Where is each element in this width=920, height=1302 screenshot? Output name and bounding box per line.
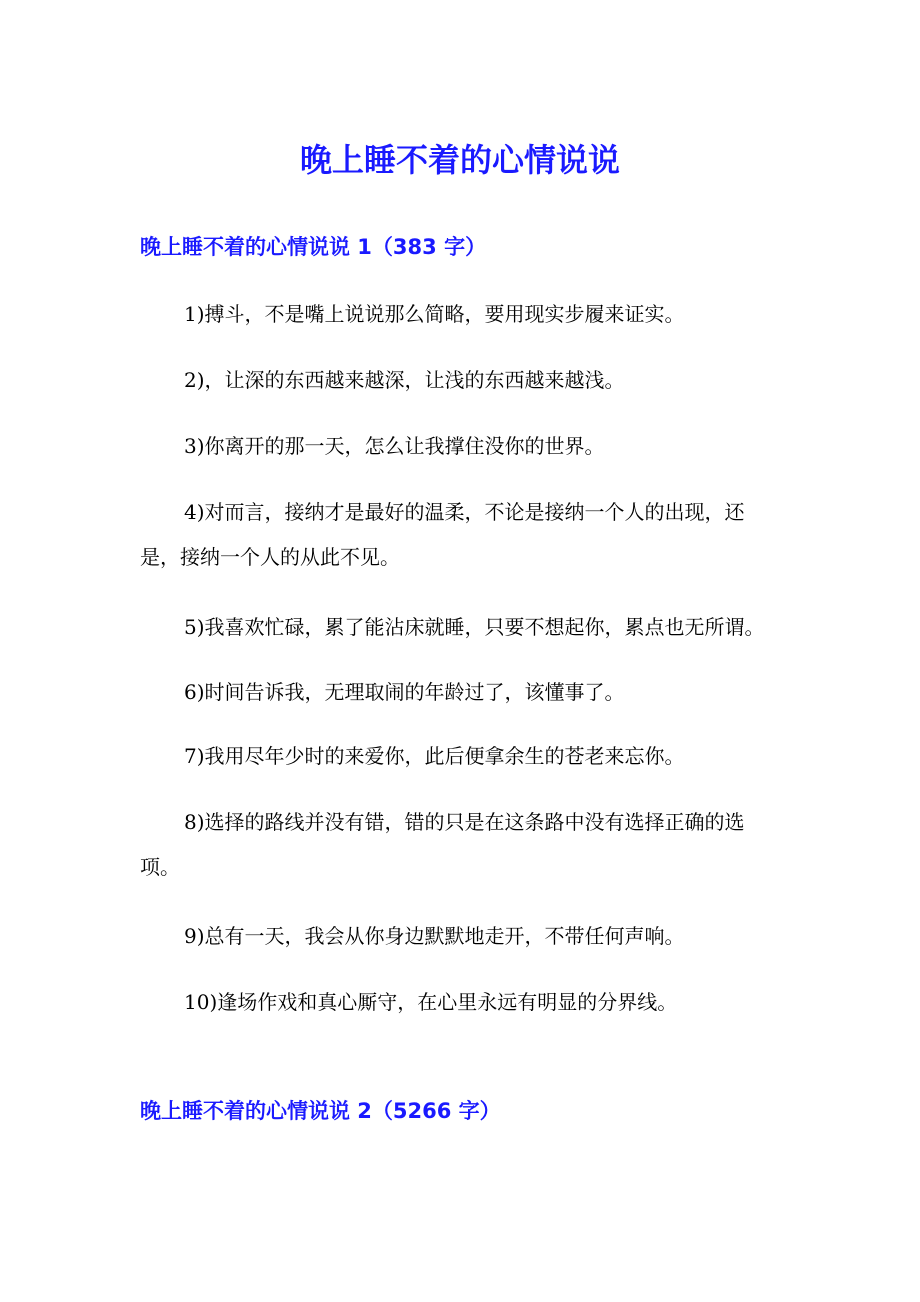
section-heading-1: 晚上睡不着的心情说说 1（383 字） [140, 235, 487, 259]
paragraph-3: 3)你离开的那一天，怎么让我撑住没你的世界。 [184, 434, 605, 458]
document-title: 晚上睡不着的心情说说 [299, 141, 620, 179]
paragraph-6: 6)时间告诉我，无理取闹的年龄过了，该懂事了。 [184, 680, 625, 704]
paragraph-2: 2)，让深的东西越来越深，让浅的东西越来越浅。 [184, 368, 625, 392]
paragraph-7: 7)我用尽年少时的来爱你，此后便拿余生的苍老来忘你。 [184, 744, 685, 768]
paragraph-8: 8)选择的路线并没有错，错的只是在这条路中没有选择正确的选项。 [140, 810, 745, 879]
paragraph-10: 10)逢场作戏和真心厮守，在心里永远有明显的分界线。 [184, 990, 678, 1014]
paragraph-4: 4)对而言，接纳才是最好的温柔，不论是接纳一个人的出现，还是，接纳一个人的从此不见。 [140, 500, 745, 569]
paragraph-9: 9)总有一天，我会从你身边默默地走开，不带任何声响。 [184, 924, 685, 948]
paragraph-1: 1)搏斗，不是嘴上说说那么简略，要用现实步履来证实。 [184, 302, 685, 326]
paragraph-5: 5)我喜欢忙碌，累了能沾床就睡，只要不想起你，累点也无所谓。 [184, 615, 765, 639]
section-heading-2: 晚上睡不着的心情说说 2（5266 字） [140, 1099, 501, 1123]
